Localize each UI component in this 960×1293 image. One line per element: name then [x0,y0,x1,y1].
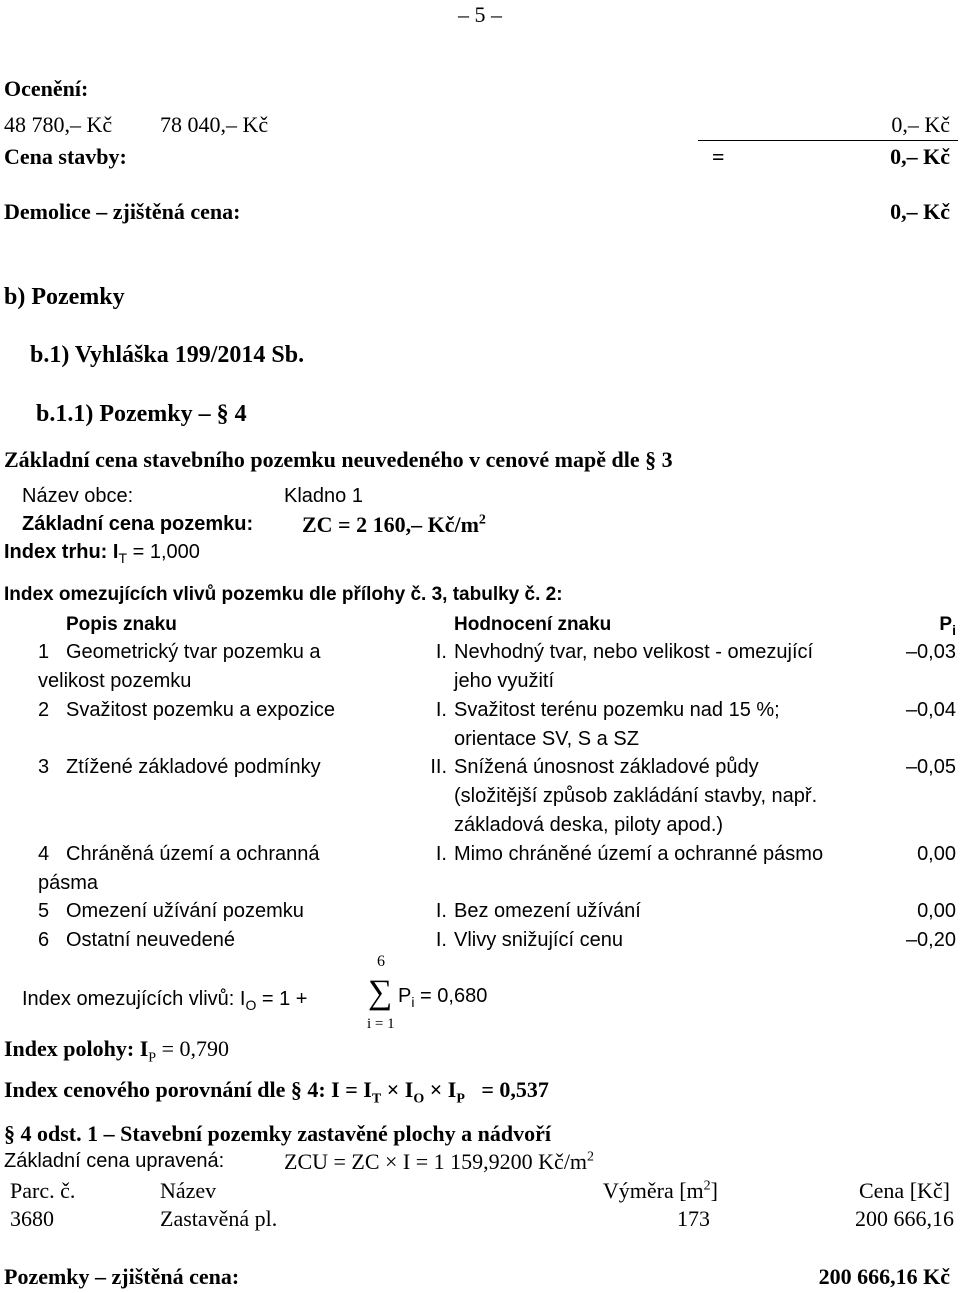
demolice-label: Demolice – zjištěná cena: [4,199,241,224]
section-b-heading: b) Pozemky [4,284,125,310]
land-row-vymera: 173 [677,1206,710,1231]
sum-sign: ∑ [368,974,393,1011]
sum-top: 6 [377,953,385,970]
col-p-header: $P_i$ [939,614,956,638]
formula-label: Index omezujících vlivů: $I_O = 1$ + [22,988,308,1013]
land-row-cena: 200 666,16 [855,1206,954,1231]
omezujici-row-grade: I. [435,641,447,663]
cena-stavby-eq: = [712,144,725,169]
odst-heading: § 4 odst. 1 – Stavební pozemky zastavěné plochy a nádvoří [4,1121,551,1146]
omezujici-row-num: 2 [38,699,50,721]
omezujici-row-num: 4 [38,843,50,865]
land-col-nazev: Název [160,1178,217,1203]
zakladni-heading: Základní cena stavebního pozemku neuvedeného v cenové mapě dle § 3 [4,447,673,472]
total-value: 200 666,16 Kč [818,1264,950,1289]
obec-label: Název obce: [22,485,134,507]
section-b11-heading: b.1.1) Pozemky – § 4 [36,401,247,427]
omezujici-row-hodnoceni: Svažitost terénu pozemku nad 15 %; [454,699,780,721]
section-b1-heading: b.1) Vyhláška 199/2014 Sb. [30,342,305,368]
omezujici-row-popis: Omezení užívání pozemku [66,900,304,922]
zcu-label: Základní cena upravená: [4,1150,225,1172]
omezujici-row-grade: I. [435,900,447,922]
omezujici-row-hodnoceni: Vlivy snižující cenu [454,929,623,951]
land-row-parc: 3680 [10,1206,54,1231]
omezujici-row-hodnoceni: (složitější způsob zakládání stavby, např. [454,785,818,807]
omezujici-row-p: –0,04 [905,699,956,721]
land-col-cena: Cena [Kč] [858,1178,950,1203]
omezujici-row-hodnoceni: orientace SV, S a SZ [454,728,639,750]
demolice-value: 0,– Kč [890,199,950,224]
omezujici-row-hodnoceni: Mimo chráněné území a ochranné pásmo [454,843,824,865]
omezujici-row-p: 0,00 [917,900,956,922]
valuation-heading: Ocenění: [4,76,89,101]
omezujici-row-grade: I. [435,843,447,865]
omezujici-row-p: –0,20 [905,929,956,951]
omezujici-row-num: 5 [38,900,50,922]
omezujici-row-popis: velikost pozemku [38,670,192,692]
omezujici-row-num: 6 [38,929,50,951]
omezujici-row-grade: II. [430,756,447,778]
land-col-vymera: Výměra $[m^2]$ [602,1178,718,1203]
polohy-index: Index polohy: $I_P = 0,790$ [4,1036,229,1066]
omezujici-row-hodnoceni: základová deska, piloty apod.) [454,814,724,836]
omezujici-row-popis: Geometrický tvar pozemku a [66,641,321,663]
omezujici-row-popis: pásma [38,872,99,894]
valuation-line1-left: 48 780,– Kč [4,112,113,137]
cena-stavby-value: 0,– Kč [890,144,950,169]
valuation-line1-right: 0,– Kč [891,112,950,137]
sum-bottom: i = 1 [367,1016,395,1032]
land-row-nazev: Zastavěná pl. [160,1206,278,1231]
omezujici-row-p: –0,03 [905,641,956,663]
zc-value: ZC = 2 160,– $Kč/m^2$ [302,512,486,537]
porovnani-index: Index cenového porovnání dle § 4: $I = I_T \times I_O \times I_P$ = 0,537 [4,1077,549,1107]
omezujici-row-popis: Ztížené základové podmínky [66,756,321,778]
col-hodnoceni-header: Hodnocení znaku [454,614,612,635]
omezujici-row-grade: I. [435,699,447,721]
omezujici-row-p: 0,00 [917,843,956,865]
omezujici-row-popis: Chráněná území a ochranná [66,843,320,865]
index-trhu: Index trhu: $I_T = 1,000$ [4,541,200,566]
omezujici-row-num: 1 [38,641,50,663]
sum-rule [698,140,958,141]
omezujici-row-grade: I. [435,929,447,951]
valuation-line1-mid: 78 040,– Kč [160,112,269,137]
omezujici-row-p: –0,05 [905,756,956,778]
page-number: – 5 – [458,2,502,27]
omezujici-row-hodnoceni: Bez omezení užívání [454,900,641,922]
formula-p: $P_i = 0,680$ [398,985,488,1010]
cena-stavby-label: Cena stavby: [4,144,127,169]
omezujici-row-hodnoceni: Snížená únosnost základové půdy [454,756,759,778]
zcu-value: ZCU = ZC × I = 1 159,9200 $Kč/m^2$ [284,1149,595,1174]
omezujici-row-popis: Svažitost pozemku a expozice [66,699,336,721]
omezujici-row-hodnoceni: Nevhodný tvar, nebo velikost - omezující [454,641,814,663]
total-label: Pozemky – zjištěná cena: [4,1264,240,1289]
obec-value: Kladno 1 [284,485,363,507]
col-popis-header: Popis znaku [66,614,177,635]
omezujici-row-hodnoceni: jeho využití [454,670,555,692]
zc-label: Základní cena pozemku: [22,513,254,535]
omezujici-row-popis: Ostatní neuvedené [66,929,236,951]
land-col-parc: Parc. č. [10,1178,76,1203]
omezujici-heading: Index omezujících vlivů pozemku dle přílohy č. 3, tabulky č. 2: [4,584,563,605]
omezujici-row-num: 3 [38,756,50,778]
